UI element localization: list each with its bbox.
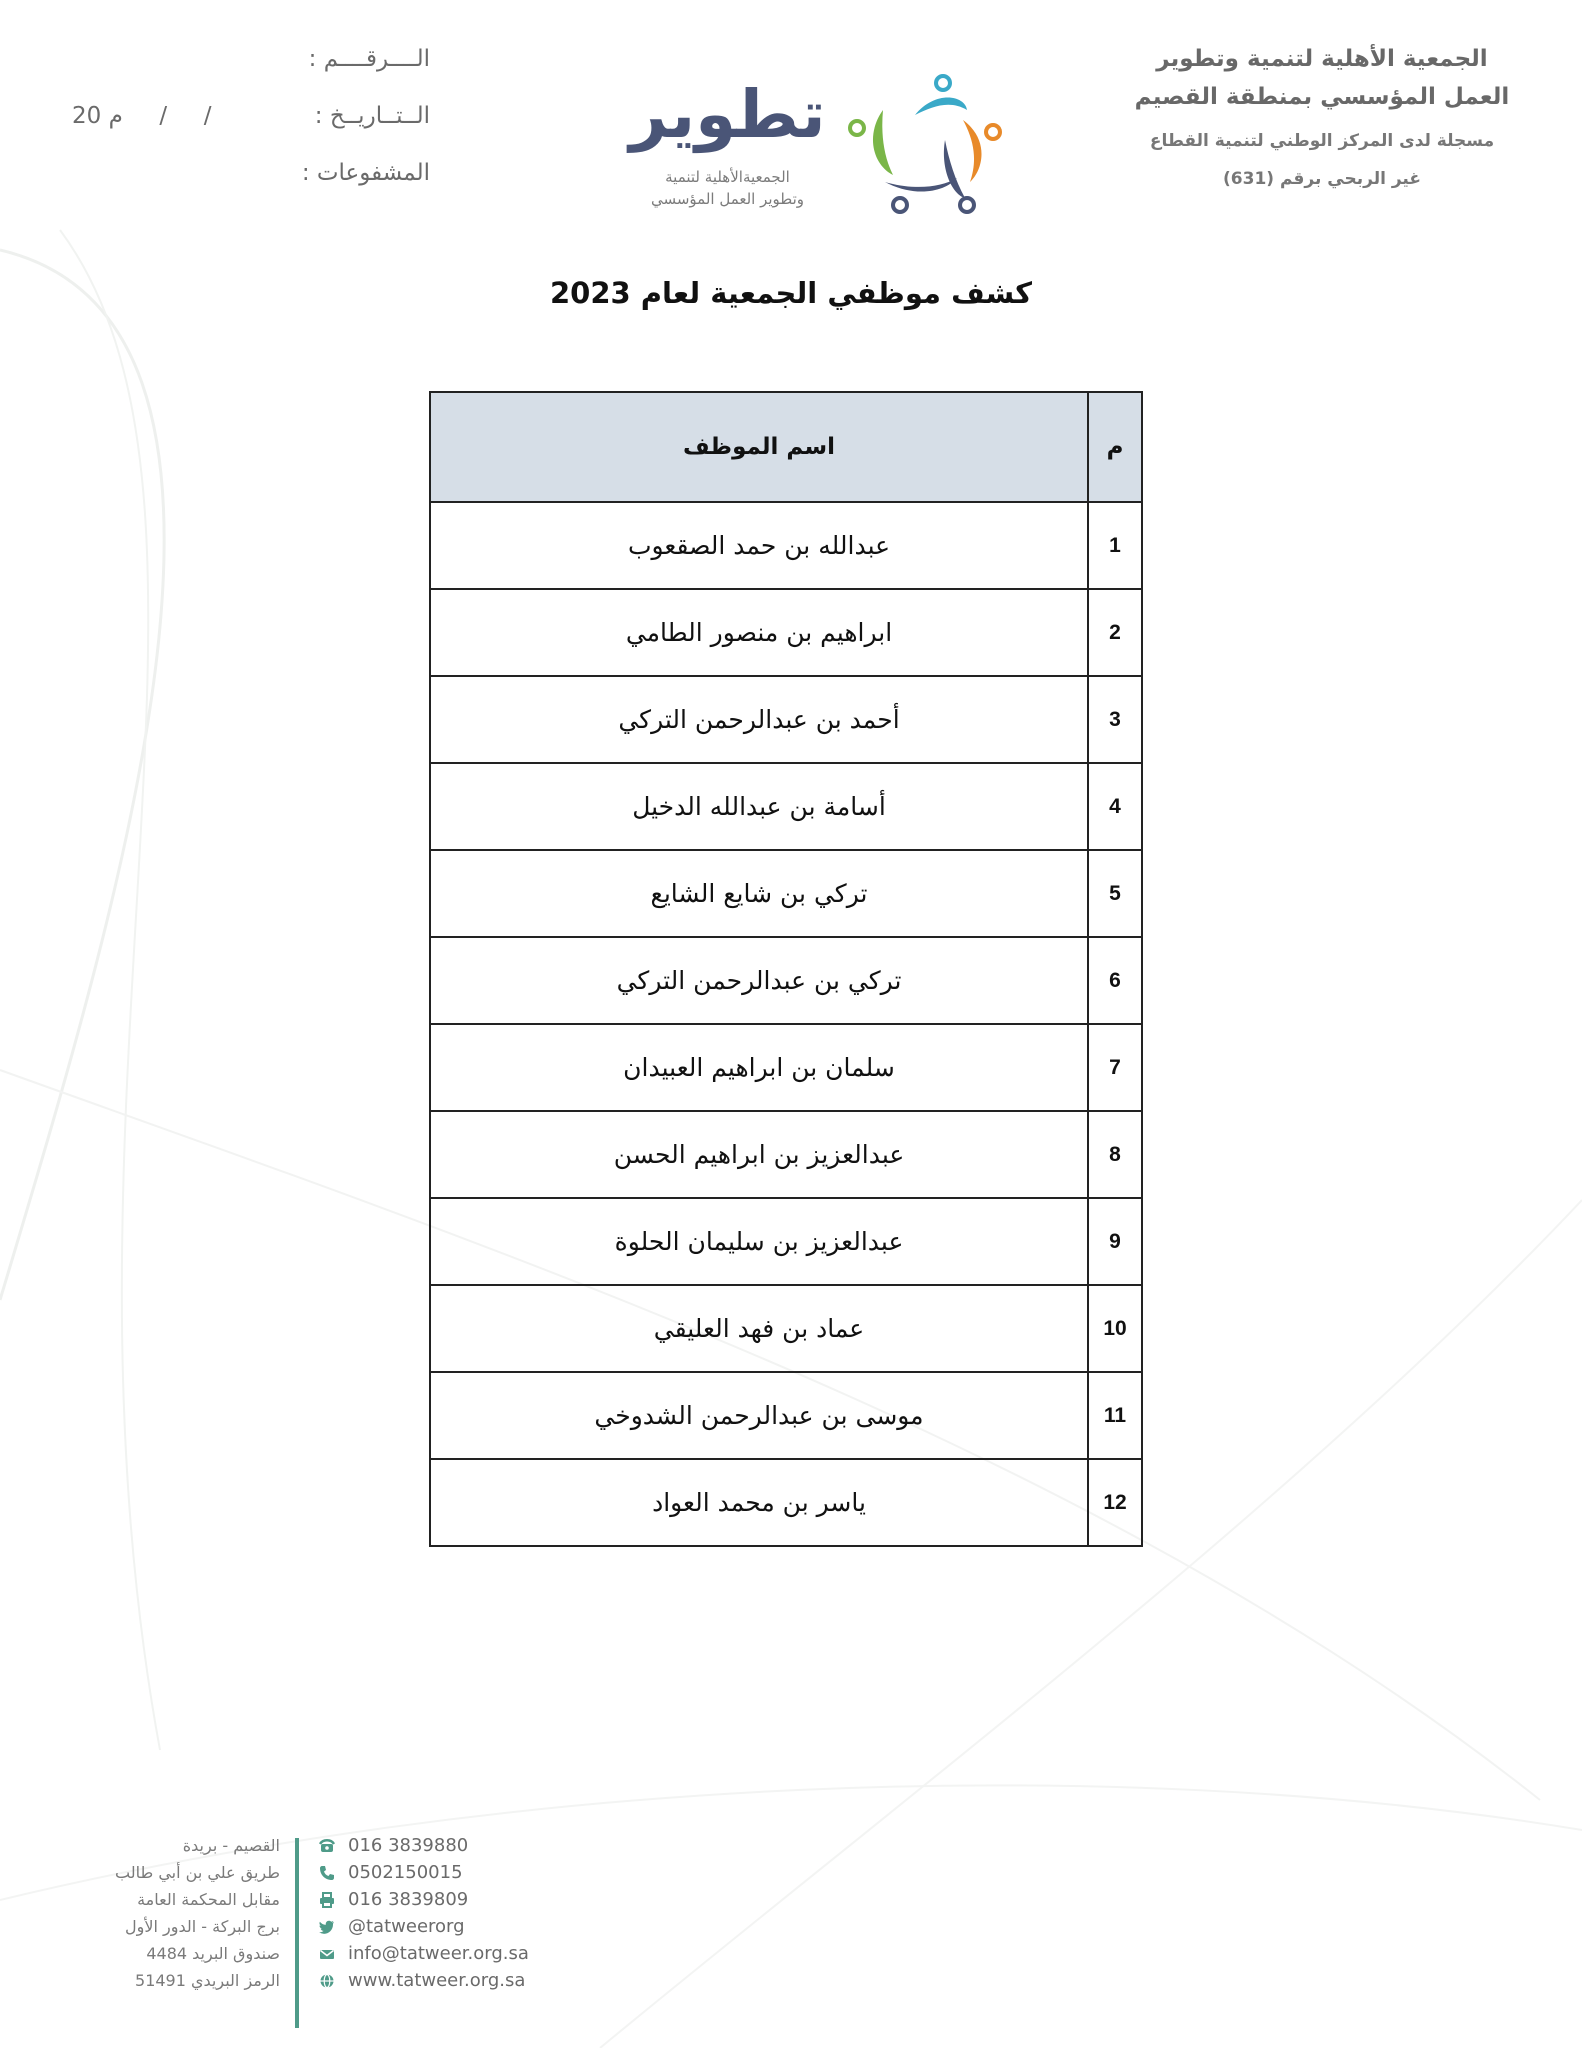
table-row [430, 1198, 1142, 1285]
column-header-number: م [1088, 392, 1142, 502]
table-row [430, 1024, 1142, 1111]
table-row [430, 1372, 1142, 1459]
row-number: 7 [1088, 1024, 1142, 1111]
globe-icon [318, 1972, 336, 1990]
employee-name: أسامة بن عبدالله الدخيل [430, 763, 1088, 850]
contact-email [318, 1940, 638, 1967]
table-row [430, 676, 1142, 763]
logo-subtitle: وتطوير العمل المؤسسي [650, 190, 805, 208]
phone-icon [318, 1864, 336, 1882]
employee-name: سلمان بن ابراهيم العبيدان [430, 1024, 1088, 1111]
email-address[interactable]: info@tatweer.org.sa [348, 1943, 529, 1964]
table-row [430, 1459, 1142, 1546]
employee-name: عبدالعزيز بن ابراهيم الحسن [430, 1111, 1088, 1198]
address-line: صندوق البريد 4484 [146, 1944, 280, 1963]
table-row [430, 589, 1142, 676]
row-number: 6 [1088, 937, 1142, 1024]
logo-mark-icon [845, 70, 1005, 220]
contact-telephone [318, 1832, 638, 1859]
attachments-field [60, 154, 440, 211]
org-registration-line: مسجلة لدى المركز الوطني لتنمية القطاع [1149, 131, 1495, 151]
row-number: 4 [1088, 763, 1142, 850]
employee-name: ياسر بن محمد العواد [430, 1459, 1088, 1546]
employee-name: ابراهيم بن منصور الطامي [430, 589, 1088, 676]
table-row [430, 502, 1142, 589]
number-field [60, 40, 440, 97]
email-icon [318, 1945, 336, 1963]
footer-divider [295, 1838, 299, 2028]
contact-twitter [318, 1913, 638, 1940]
fax-number: 016 3839809 [348, 1889, 469, 1910]
employee-name: عبدالله بن حمد الصقعوب [430, 502, 1088, 589]
employee-name: عماد بن فهد العليقي [430, 1285, 1088, 1372]
tatweer-logo [620, 70, 1010, 220]
employee-name: أحمد بن عبدالرحمن التركي [430, 676, 1088, 763]
table-row [430, 1285, 1142, 1372]
mobile-number: 0502150015 [348, 1862, 463, 1883]
address-line: القصيم - بريدة [182, 1836, 280, 1855]
row-number: 1 [1088, 502, 1142, 589]
contact-mobile [318, 1859, 638, 1886]
row-number: 2 [1088, 589, 1142, 676]
employee-name: موسى بن عبدالرحمن الشدوخي [430, 1372, 1088, 1459]
telephone-number: 016 3839880 [348, 1835, 469, 1856]
logo-wordmark: تطوير [629, 76, 826, 153]
row-number: 9 [1088, 1198, 1142, 1285]
table-row [430, 1111, 1142, 1198]
footer [0, 1832, 1582, 2032]
employee-name: تركي بن عبدالرحمن التركي [430, 937, 1088, 1024]
logo-subtitle: الجمعيةالأهلية لتنمية [665, 168, 790, 186]
row-number: 10 [1088, 1285, 1142, 1372]
contact-fax [318, 1886, 638, 1913]
reference-fields [60, 40, 440, 211]
table-row [430, 850, 1142, 937]
number-label: الــــرقــــم : [308, 46, 430, 72]
table-row [430, 937, 1142, 1024]
website-url[interactable]: www.tatweer.org.sa [348, 1970, 526, 1991]
row-number: 3 [1088, 676, 1142, 763]
address-line: الرمز البريدي 51491 [135, 1971, 280, 1990]
org-name-line: الجمعية الأهلية لتنمية وتطوير [1156, 46, 1488, 72]
date-field [60, 97, 440, 154]
org-registration-line: غير الربحي برقم (631) [1223, 169, 1421, 189]
table-row [430, 763, 1142, 850]
fax-icon [318, 1891, 336, 1909]
twitter-icon [318, 1918, 336, 1936]
twitter-handle[interactable]: @tatweerorg [348, 1916, 465, 1937]
row-number: 12 [1088, 1459, 1142, 1546]
attachments-label: المشفوعات : [301, 160, 430, 186]
telephone-icon [318, 1837, 336, 1855]
contact-website [318, 1967, 638, 1994]
row-number: 8 [1088, 1111, 1142, 1198]
footer-address [60, 1832, 280, 1994]
document-title: كشف موظفي الجمعية لعام 2023 [549, 276, 1033, 310]
row-number: 11 [1088, 1372, 1142, 1459]
address-line: طريق علي بن أبي طالب [115, 1863, 280, 1882]
employee-name: عبدالعزيز بن سليمان الحلوة [430, 1198, 1088, 1285]
date-value: 20 م / / [72, 103, 212, 129]
address-line: مقابل المحكمة العامة [137, 1890, 280, 1909]
address-line: برج البركة - الدور الأول [125, 1917, 280, 1936]
employees-table [429, 391, 1143, 1547]
employee-name: تركي بن شايع الشايع [430, 850, 1088, 937]
org-name-line: العمل المؤسسي بمنطقة القصيم [1134, 84, 1510, 110]
column-header-name: اسم الموظف [430, 392, 1088, 502]
row-number: 5 [1088, 850, 1142, 937]
organization-name [1112, 40, 1532, 198]
date-label: الــتــاريــخ : [314, 103, 430, 129]
footer-contacts [318, 1832, 638, 1994]
table-header-row [430, 392, 1142, 502]
